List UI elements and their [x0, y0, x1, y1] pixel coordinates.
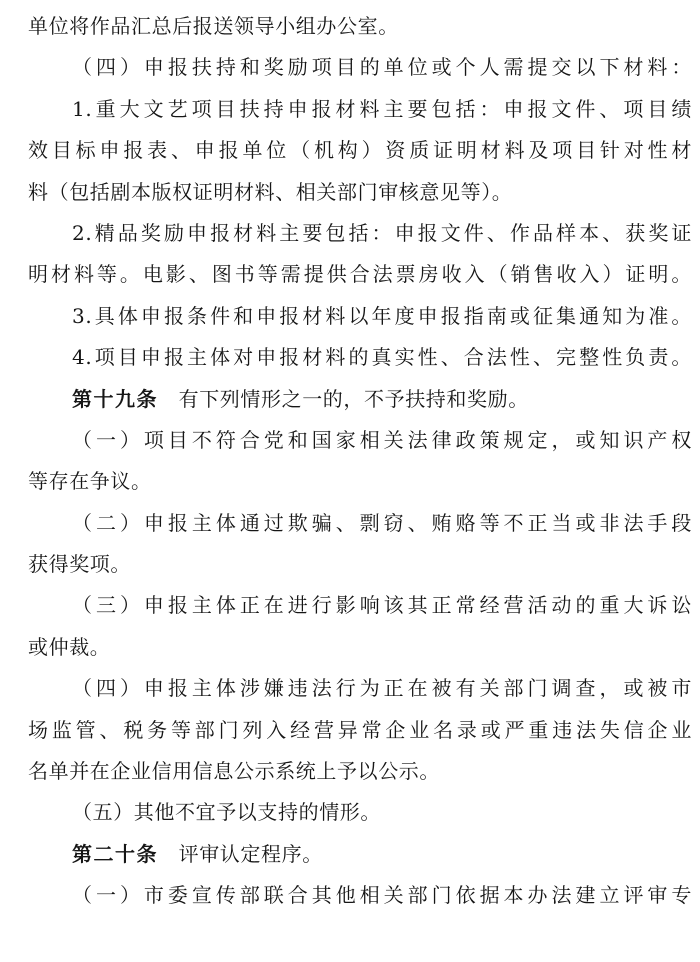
paragraph-line: （四）申报主体涉嫌违法行为正在被有关部门调查，或被市	[72, 676, 692, 701]
paragraph-line: （五）其他不宜予以支持的情形。	[72, 800, 381, 825]
paragraph-line: 效目标申报表、申报单位（机构）资质证明材料及项目针对性材	[28, 138, 692, 163]
paragraph-line: （四）申报扶持和奖励项目的单位或个人需提交以下材料：	[72, 55, 692, 80]
paragraph-line: 等存在争议。	[28, 469, 152, 494]
article-20-heading-line	[28, 834, 692, 875]
paragraph-line: （二）申报主体通过欺骗、剽窃、贿赂等不正当或非法手段	[72, 510, 692, 535]
paragraph-line: 名单并在企业信用信息公示系统上予以公示。	[28, 759, 440, 784]
paragraph-line: 明材料等。电影、图书等需提供合法票房收入（销售收入）证明。	[28, 262, 692, 287]
paragraph-line: 或仲裁。	[28, 634, 111, 659]
paragraph-line: （一）市委宣传部联合其他相关部门依据本办法建立评审专	[72, 883, 692, 908]
paragraph-line: 2.精品奖励申报材料主要包括：申报文件、作品样本、获奖证	[72, 220, 692, 245]
paragraph-line: 获得奖项。	[28, 552, 131, 577]
paragraph-line: 料（包括剧本版权证明材料、相关部门审核意见等）。	[28, 179, 513, 204]
paragraph-line: 4.项目申报主体对申报材料的真实性、合法性、完整性负责。	[72, 345, 692, 370]
article-20-text: 评审认定程序。	[178, 841, 323, 866]
article-19-text: 有下列情形之一的，不予扶持和奖励。	[178, 386, 529, 411]
paragraph-line: 场监管、税务等部门列入经营异常企业名录或严重违法失信企业	[28, 717, 692, 742]
article-19-heading-line	[28, 379, 692, 420]
paragraph-line: 3.具体申报条件和申报材料以年度申报指南或征集通知为准。	[72, 303, 692, 328]
paragraph-line: 1.重大文艺项目扶持申报材料主要包括：申报文件、项目绩	[72, 96, 692, 121]
paragraph-line: （三）申报主体正在进行影响该其正常经营活动的重大诉讼	[72, 593, 692, 618]
paragraph-line: （一）项目不符合党和国家相关法律政策规定，或知识产权	[72, 427, 692, 452]
paragraph-line: 单位将作品汇总后报送领导小组办公室。	[28, 14, 399, 38]
article-20-label: 第二十条	[72, 841, 158, 866]
article-19-label: 第十九条	[72, 386, 158, 411]
